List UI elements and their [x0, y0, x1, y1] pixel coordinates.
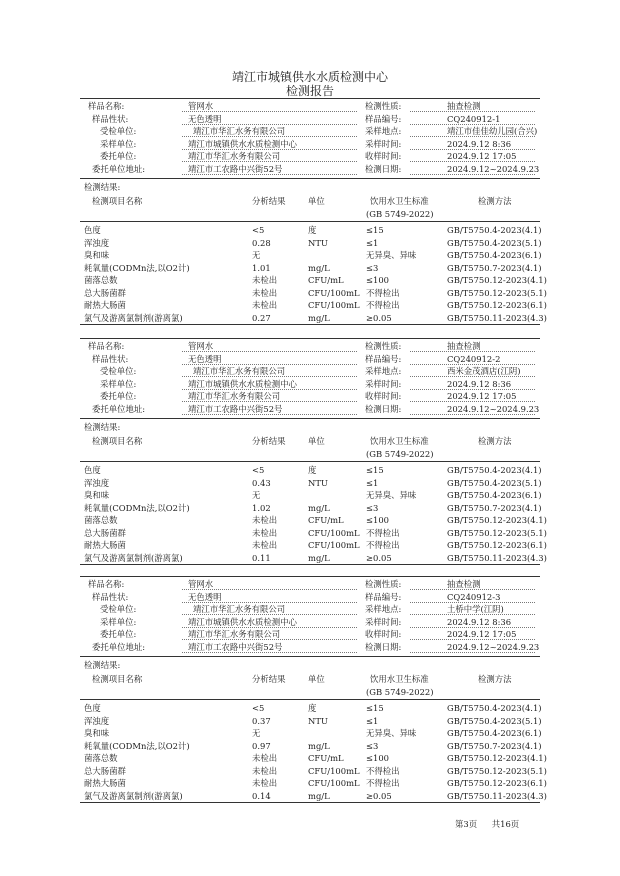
- info-label: 采样单位:: [100, 138, 137, 149]
- field-underline: [410, 174, 535, 175]
- test-item: 色度: [84, 703, 101, 713]
- info-label: 采样单位:: [100, 616, 137, 627]
- sampling-unit-value: 靖江市城镇供水水质检测中心: [188, 378, 297, 389]
- info-label: 委托单位:: [100, 629, 137, 640]
- test-standard: ≤100: [366, 515, 390, 525]
- test-unit: mg/L: [308, 262, 330, 273]
- test-result: 未检出: [252, 778, 278, 788]
- info-label: 检测性质:: [365, 341, 402, 351]
- test-standard: ≤100: [366, 753, 390, 763]
- test-type-value: 抽查检测: [447, 101, 481, 111]
- test-item: 耗氧量(CODMn法,以O2计): [84, 502, 190, 513]
- sample-no-value: CQ240912-3: [447, 591, 501, 602]
- info-label: 采样时间:: [365, 616, 402, 627]
- results-label: 检测结果:: [84, 660, 121, 670]
- test-result: 未检出: [252, 287, 278, 298]
- test-method: GB/T5750.4-2023(6.1): [447, 490, 542, 500]
- field-underline: [410, 414, 535, 415]
- test-result: <5: [252, 465, 265, 475]
- sampling-time-value: 2024.9.12 8:36: [447, 138, 512, 149]
- test-method: GB/T5750.12-2023(4.1): [447, 515, 547, 525]
- sample-nature-value: 无色透明: [188, 353, 222, 364]
- sample-block: [0, 98, 620, 338]
- test-date-value: 2024.9.12~2024.9.23: [447, 642, 540, 652]
- test-unit: mg/L: [308, 312, 330, 323]
- results-divider: [80, 178, 540, 179]
- test-standard: ≥0.05: [366, 312, 392, 323]
- test-item: 色度: [84, 225, 101, 235]
- test-method: GB/T5750.4-2023(5.1): [447, 477, 542, 488]
- test-unit: mg/L: [308, 740, 330, 751]
- test-unit: NTU: [308, 715, 328, 726]
- receive-time-value: 2024.9.12 17:05: [447, 151, 517, 162]
- sample-no-value: CQ240912-2: [447, 353, 501, 364]
- col-header-result: 分析结果: [252, 196, 286, 206]
- info-label: 委托单位地址:: [92, 404, 146, 414]
- test-result: 未检出: [252, 753, 278, 763]
- test-item: 氯气及游离氯制剂(游离氯): [84, 552, 183, 563]
- info-label: 样品编号:: [365, 113, 402, 124]
- results-heading-row: [0, 180, 620, 194]
- sampling-unit-value: 靖江市城镇供水水质检测中心: [188, 138, 297, 149]
- test-result: 无: [252, 728, 261, 738]
- info-label: 采样地点:: [365, 126, 402, 137]
- field-underline: [410, 652, 535, 653]
- test-item: 总大肠菌群: [84, 287, 126, 298]
- test-method: GB/T5750.12-2023(6.1): [447, 300, 547, 310]
- test-unit: 度: [308, 703, 317, 713]
- test-result: 0.37: [252, 715, 271, 726]
- info-label: 收样时间:: [365, 151, 402, 162]
- test-standard: 不得检出: [366, 765, 400, 776]
- test-method: GB/T5750.12-2023(6.1): [447, 778, 547, 788]
- test-result: 0.97: [252, 740, 271, 751]
- receive-time-value: 2024.9.12 17:05: [447, 629, 517, 640]
- table-header-row: [0, 434, 620, 448]
- test-standard: 不得检出: [366, 300, 400, 310]
- test-date-value: 2024.9.12~2024.9.23: [447, 164, 540, 174]
- test-method: GB/T5750.4-2023(6.1): [447, 250, 542, 260]
- entrust-address-value: 靖江市工农路中兴街52号: [188, 642, 283, 652]
- info-label: 采样时间:: [365, 378, 402, 389]
- sample-block: [0, 576, 620, 816]
- col-header-standard-sub: (GB 5749-2022): [366, 209, 434, 219]
- test-type-value: 抽查检测: [447, 341, 481, 351]
- test-result: <5: [252, 225, 265, 235]
- test-result: 0.28: [252, 237, 271, 248]
- test-standard: ≥0.05: [366, 552, 392, 563]
- info-label: 样品性状:: [92, 591, 129, 602]
- test-result: 无: [252, 490, 261, 500]
- test-result: <5: [252, 703, 265, 713]
- test-unit: CFU/100mL: [308, 527, 360, 538]
- sampling-time-value: 2024.9.12 8:36: [447, 378, 512, 389]
- test-standard: ≤15: [366, 465, 384, 475]
- test-type-value: 抽查检测: [447, 579, 481, 589]
- col-header-result: 分析结果: [252, 674, 286, 684]
- col-header-item: 检测项目名称: [92, 196, 143, 206]
- test-unit: CFU/100mL: [308, 540, 360, 550]
- test-standard: ≤3: [366, 502, 379, 513]
- info-label: 采样地点:: [365, 366, 402, 377]
- test-method: GB/T5750.12-2023(5.1): [447, 765, 547, 776]
- entrust-unit-value: 靖江市华汇水务有限公司: [188, 391, 281, 402]
- test-method: GB/T5750.12-2023(5.1): [447, 527, 547, 538]
- test-standard: ≤15: [366, 703, 384, 713]
- table-row: [0, 551, 620, 565]
- header-rule: [80, 461, 540, 462]
- report-title: 检测报告: [285, 84, 334, 98]
- test-unit: mg/L: [308, 790, 330, 801]
- col-header-method: 检测方法: [478, 436, 512, 446]
- test-unit: 度: [308, 465, 317, 475]
- test-method: GB/T5750.12-2023(6.1): [447, 540, 547, 550]
- info-label: 样品性状:: [92, 353, 129, 364]
- test-item: 臭和味: [84, 490, 110, 500]
- col-header-method: 检测方法: [478, 196, 512, 206]
- receive-time-value: 2024.9.12 17:05: [447, 391, 517, 402]
- info-label: 样品性状:: [92, 113, 129, 124]
- test-result: 未检出: [252, 515, 278, 525]
- info-label: 样品名称:: [88, 341, 125, 351]
- sampling-unit-value: 靖江市城镇供水水质检测中心: [188, 616, 297, 627]
- test-result: 无: [252, 250, 261, 260]
- sampling-site-value: 靖江市佳佳幼儿园(合兴): [447, 126, 538, 137]
- test-result: 未检出: [252, 300, 278, 310]
- entrust-address-value: 靖江市工农路中兴街52号: [188, 404, 283, 414]
- test-result: 0.14: [252, 790, 271, 801]
- test-method: GB/T5750.4-2023(5.1): [447, 715, 542, 726]
- info-label: 委托单位:: [100, 151, 137, 162]
- table-header-row: [0, 207, 620, 221]
- info-label: 采样地点:: [365, 604, 402, 615]
- test-item: 臭和味: [84, 728, 110, 738]
- info-label: 收样时间:: [365, 391, 402, 402]
- info-label: 样品编号:: [365, 353, 402, 364]
- test-method: GB/T5750.7-2023(4.1): [447, 262, 542, 273]
- test-method: GB/T5750.7-2023(4.1): [447, 502, 542, 513]
- header-rule: [80, 699, 540, 700]
- test-item: 总大肠菌群: [84, 765, 126, 776]
- test-item: 菌落总数: [84, 753, 118, 763]
- table-header-row: [0, 685, 620, 699]
- col-header-standard: 饮用水卫生标准: [370, 436, 429, 446]
- test-unit: CFU/100mL: [308, 765, 360, 776]
- entrust-address-value: 靖江市工农路中兴街52号: [188, 164, 283, 174]
- results-divider: [80, 418, 540, 419]
- test-unit: CFU/mL: [308, 753, 344, 763]
- sample-name-value: 管网水: [188, 341, 214, 351]
- field-underline: [182, 652, 357, 653]
- test-item: 浑浊度: [84, 477, 110, 488]
- test-result: 0.27: [252, 312, 271, 323]
- test-standard: 不得检出: [366, 527, 400, 538]
- page-total: 共16页: [491, 819, 520, 829]
- client-unit-value: 靖江市华汇水务有限公司: [193, 366, 286, 377]
- test-method: GB/T5750.4-2023(6.1): [447, 728, 542, 738]
- test-result: 0.11: [252, 552, 271, 563]
- table-header-row: [0, 672, 620, 686]
- info-label: 检测日期:: [365, 404, 402, 414]
- test-unit: 度: [308, 225, 317, 235]
- test-item: 浑浊度: [84, 715, 110, 726]
- sample-nature-value: 无色透明: [188, 113, 222, 124]
- test-unit: CFU/100mL: [308, 778, 360, 788]
- test-unit: NTU: [308, 477, 328, 488]
- info-label: 样品编号:: [365, 591, 402, 602]
- test-item: 耗氧量(CODMn法,以O2计): [84, 262, 190, 273]
- test-method: GB/T5750.4-2023(4.1): [447, 465, 542, 475]
- test-standard: 无异臭、异味: [366, 728, 417, 738]
- info-label: 受检单位:: [100, 126, 137, 137]
- test-item: 菌落总数: [84, 275, 118, 285]
- test-result: 未检出: [252, 275, 278, 285]
- sampling-site-value: 西米金茂酒店(江阴): [447, 366, 521, 377]
- test-item: 耗氧量(CODMn法,以O2计): [84, 740, 190, 751]
- test-unit: CFU/100mL: [308, 300, 360, 310]
- col-header-standard-sub: (GB 5749-2022): [366, 687, 434, 697]
- test-item: 总大肠菌群: [84, 527, 126, 538]
- test-standard: ≤1: [366, 477, 379, 488]
- test-result: 未检出: [252, 527, 278, 538]
- field-underline: [182, 414, 357, 415]
- test-item: 耐热大肠菌: [84, 778, 126, 788]
- test-method: GB/T5750.11-2023(4.3): [447, 790, 547, 801]
- table-row: [0, 789, 620, 803]
- test-method: GB/T5750.12-2023(4.1): [447, 275, 547, 285]
- test-result: 未检出: [252, 540, 278, 550]
- table-row: [0, 311, 620, 325]
- report-org-title: 靖江市城镇供水水质检测中心: [231, 70, 388, 84]
- table-header-row: [0, 194, 620, 208]
- info-label: 受检单位:: [100, 604, 137, 615]
- col-header-unit: 单位: [308, 674, 325, 684]
- test-result: 0.43: [252, 477, 271, 488]
- sample-no-value: CQ240912-1: [447, 113, 501, 124]
- results-label: 检测结果:: [84, 182, 121, 192]
- info-label: 委托单位:: [100, 391, 137, 402]
- test-item: 浑浊度: [84, 237, 110, 248]
- test-unit: mg/L: [308, 552, 330, 563]
- test-unit: CFU/mL: [308, 275, 344, 285]
- header-rule: [80, 221, 540, 222]
- test-item: 臭和味: [84, 250, 110, 260]
- info-label: 采样单位:: [100, 378, 137, 389]
- test-method: GB/T5750.11-2023(4.3): [447, 312, 547, 323]
- test-result: 1.02: [252, 502, 271, 513]
- sample-name-value: 管网水: [188, 101, 214, 111]
- results-label: 检测结果:: [84, 422, 121, 432]
- test-unit: CFU/mL: [308, 515, 344, 525]
- test-item: 氯气及游离氯制剂(游离氯): [84, 312, 183, 323]
- test-standard: 不得检出: [366, 287, 400, 298]
- test-standard: 无异臭、异味: [366, 250, 417, 260]
- col-header-standard: 饮用水卫生标准: [370, 674, 429, 684]
- info-label: 委托单位地址:: [92, 642, 146, 652]
- results-divider: [80, 656, 540, 657]
- client-unit-value: 靖江市华汇水务有限公司: [193, 604, 286, 615]
- test-item: 菌落总数: [84, 515, 118, 525]
- results-heading-row: [0, 658, 620, 672]
- test-standard: ≥0.05: [366, 790, 392, 801]
- test-standard: ≤3: [366, 262, 379, 273]
- test-method: GB/T5750.7-2023(4.1): [447, 740, 542, 751]
- test-result: 未检出: [252, 765, 278, 776]
- col-header-item: 检测项目名称: [92, 436, 143, 446]
- block-bottom-rule: [80, 802, 540, 803]
- test-standard: ≤1: [366, 715, 379, 726]
- field-underline: [182, 174, 357, 175]
- test-method: GB/T5750.11-2023(4.3): [447, 552, 547, 563]
- info-label: 检测性质:: [365, 579, 402, 589]
- test-standard: 不得检出: [366, 778, 400, 788]
- sample-name-value: 管网水: [188, 579, 214, 589]
- col-header-method: 检测方法: [478, 674, 512, 684]
- sampling-time-value: 2024.9.12 8:36: [447, 616, 512, 627]
- test-method: GB/T5750.4-2023(5.1): [447, 237, 542, 248]
- info-label: 样品名称:: [88, 579, 125, 589]
- entrust-unit-value: 靖江市华汇水务有限公司: [188, 629, 281, 640]
- test-standard: 不得检出: [366, 540, 400, 550]
- page-number: 第3页: [455, 819, 478, 829]
- test-item: 色度: [84, 465, 101, 475]
- info-label: 收样时间:: [365, 629, 402, 640]
- test-method: GB/T5750.4-2023(4.1): [447, 703, 542, 713]
- col-header-item: 检测项目名称: [92, 674, 143, 684]
- sample-block: [0, 338, 620, 578]
- info-label: 采样时间:: [365, 138, 402, 149]
- info-label: 检测日期:: [365, 164, 402, 174]
- col-header-result: 分析结果: [252, 436, 286, 446]
- client-unit-value: 靖江市华汇水务有限公司: [193, 126, 286, 137]
- test-standard: ≤1: [366, 237, 379, 248]
- test-item: 氯气及游离氯制剂(游离氯): [84, 790, 183, 801]
- info-label: 受检单位:: [100, 366, 137, 377]
- entrust-unit-value: 靖江市华汇水务有限公司: [188, 151, 281, 162]
- test-method: GB/T5750.12-2023(5.1): [447, 287, 547, 298]
- page-footer: [455, 818, 531, 830]
- test-method: GB/T5750.4-2023(4.1): [447, 225, 542, 235]
- col-header-unit: 单位: [308, 196, 325, 206]
- test-item: 耐热大肠菌: [84, 300, 126, 310]
- info-label: 委托单位地址:: [92, 164, 146, 174]
- col-header-unit: 单位: [308, 436, 325, 446]
- test-standard: ≤15: [366, 225, 384, 235]
- block-bottom-rule: [80, 324, 540, 325]
- results-heading-row: [0, 420, 620, 434]
- table-header-row: [0, 447, 620, 461]
- sampling-site-value: 土桥中学(江阴): [447, 604, 504, 615]
- test-method: GB/T5750.12-2023(4.1): [447, 753, 547, 763]
- test-standard: 无异臭、异味: [366, 490, 417, 500]
- info-label: 样品名称:: [88, 101, 125, 111]
- col-header-standard-sub: (GB 5749-2022): [366, 449, 434, 459]
- col-header-standard: 饮用水卫生标准: [370, 196, 429, 206]
- info-label: 检测性质:: [365, 101, 402, 111]
- info-label: 检测日期:: [365, 642, 402, 652]
- test-unit: mg/L: [308, 502, 330, 513]
- test-standard: ≤100: [366, 275, 390, 285]
- test-unit: NTU: [308, 237, 328, 248]
- test-unit: CFU/100mL: [308, 287, 360, 298]
- sample-nature-value: 无色透明: [188, 591, 222, 602]
- test-date-value: 2024.9.12~2024.9.23: [447, 404, 540, 414]
- block-bottom-rule: [80, 564, 540, 565]
- test-result: 1.01: [252, 262, 271, 273]
- test-item: 耐热大肠菌: [84, 540, 126, 550]
- test-standard: ≤3: [366, 740, 379, 751]
